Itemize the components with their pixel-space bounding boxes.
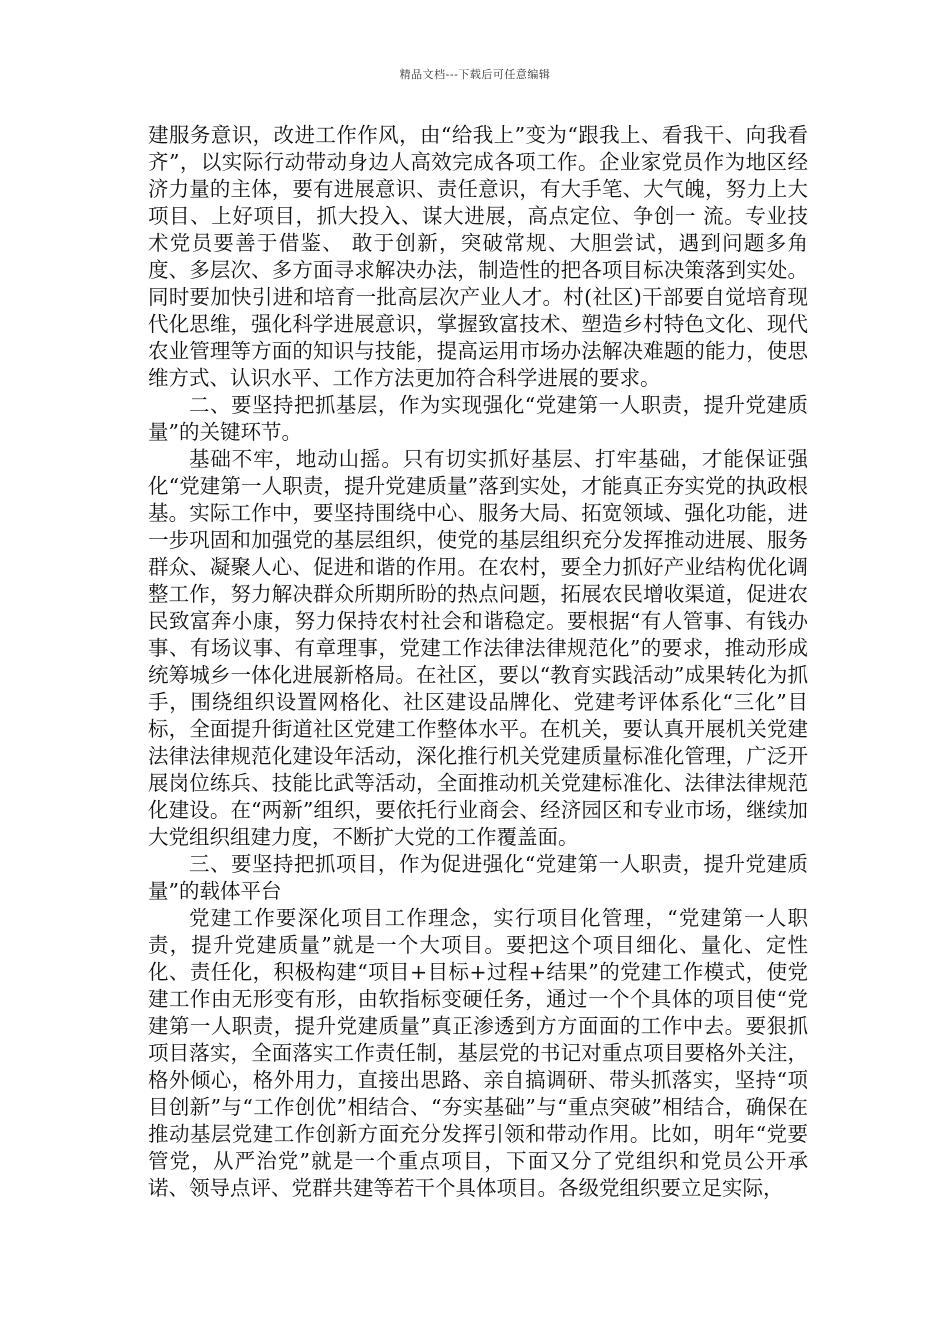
page-header: 精品文档---下载后可任意编辑: [399, 68, 551, 81]
paragraph-continuation: 建服务意识，改进工作作风，由“给我上”变为“跟我上、看我干、向我看齐”，以实际行动带动身边人高效完成各项工作。企业家党员作为地区经济力量的主体，要有进展意识、责任意识，有大手笔、大气魄，努力上大项目、上好项目，抓大投入、谋大进展，高点定位、争创一 流。专业技术党员要善于借鉴、 敢于创新，突破常规、大胆尝试，遇到问题多角度、多层次、多方面寻求解决办法，制造性的把各项目标决策落到实处。 同时要加快引进和培育一批高层次产业人才。村(社区)干部要自觉培育现代化思维，强化科学进展意识，掌握致富技术、塑造乡村特色文化、现代农业管理等方面的知识与技能，提高运用市场办法解决难题的能力，使思维方式、认识水平、工作方法更加符合科学进展的要求。: [148, 123, 808, 390]
paragraph-grassroots: 基础不牢，地动山摇。只有切实抓好基层、打牢基础，才能保证强化“党建第一人职责，提升党建质量”落到实处，才能真正夯实党的执政根基。实际工作中，要坚持围绕中心、服务大局、拓宽领域、强化功能，进一步巩固和加强党的基层组织，使党的基层组织充分发挥推动进展、服务群众、凝聚人心、促进和谐的作用。在农村，要全力抓好产业结构优化调整工作，努力解决群众所期所盼的热点问题，拓展农民增收渠道，促进农民致富奔小康，努力保持农村社会和谐稳定。要根据“有人管事、有钱办事、有场议事、有章理事，党建工作法律法律规范化”的要求，推动形成统筹城乡一体化进展新格局。在社区，要以“教育实践活动”成果转化为抓手，围绕组织设置网格化、社区建设品牌化、党建考评体系化“三化”目标，全面提升街道社区党建工作整体水平。在机关，要认真开展机关党建法律法律规范化建设年活动，深化推行机关党建质量标准化管理，广泛开展岗位练兵、技能比武等活动，全面推动机关党建标准化、法律法律规范化建设。在“两新”组织，要依托行业商会、经济园区和专业市场，继续加大党组织组建力度，不断扩大党的工作覆盖面。: [148, 447, 808, 849]
section-heading-two: 二、要坚持把抓基层，作为实现强化“党建第一人职责，提升党建质量”的关键环节。: [148, 393, 808, 444]
document-body: [148, 122, 808, 1202]
paragraph-projects: 党建工作要深化项目工作理念，实行项目化管理，“党建第一人职责，提升党建质量”就是一个大项目。要把这个项目细化、量化、定性化、责任化，积极构建“项目+目标+过程+结果”的党建工作模式，使党建工作由无形变有形，由软指标变硬任务，通过一个个具体的项目使“党建第一人职责，提升党建质量”真正渗透到方方面面的工作中去。要狠抓项目落实，全面落实工作责任制，基层党的书记对重点项目要格外关注，格外倾心，格外用力，直接出思路、亲自搞调研、带头抓落实，坚持“项目创新”与“工作创优”相结合、“夯实基础”与“重点突破”相结合，确保在推动基层党建工作创新方面充分发挥引领和带动作用。比如，明年“党要管党，从严治党”就是一个重点项目，下面又分了党组织和党员公开承诺、领导点评、党群共建等若干个具体项目。各级党组织要立足实际，: [148, 906, 808, 1200]
section-heading-three: 三、要坚持把抓项目，作为促进强化“党建第一人职责，提升党建质量”的载体平台: [148, 852, 808, 903]
